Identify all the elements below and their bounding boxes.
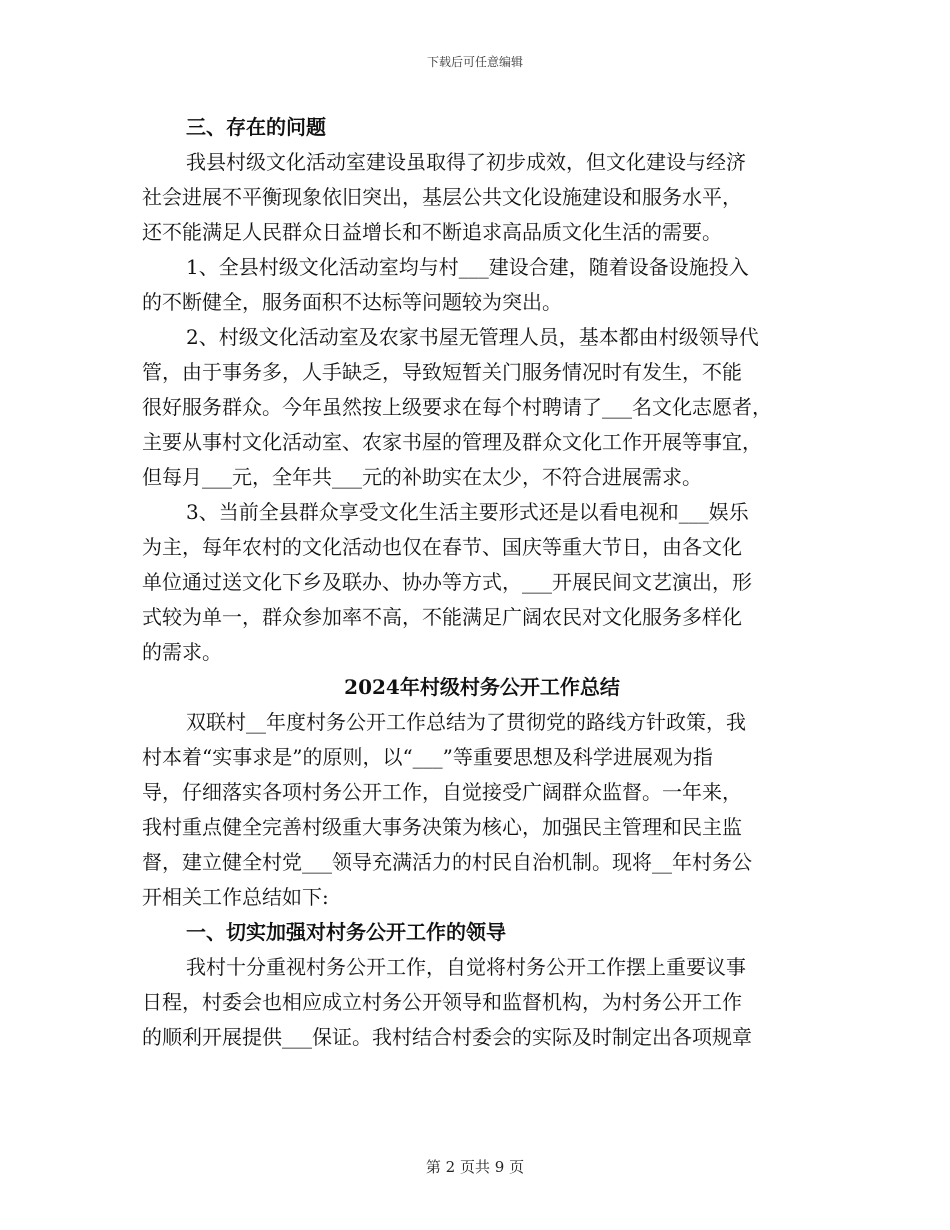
text-line: 的顺利开展提供___保证。我村结合村委会的实际及时制定出各项规章	[142, 1025, 752, 1049]
text-line: 双联村__年度村务公开工作总结为了贯彻党的路线方针政策，我	[186, 710, 746, 734]
text-line: 单位通过送文化下乡及联办、协办等方式，___开展民间文艺演出，形	[142, 570, 752, 594]
text-line: 社会进展不平衡现象依旧突出，基层公共文化设施建设和服务水平，	[142, 185, 742, 209]
section-title: 2024年村级村务公开工作总结	[344, 675, 620, 699]
text-line: 我村十分重视村务公开工作，自觉将村务公开工作摆上重要议事	[186, 955, 746, 979]
text-line: 很好服务群众。今年虽然按上级要求在每个村聘请了___名文化志愿者，	[142, 395, 772, 419]
text-line: 还不能满足人民群众日益增长和不断追求高品质文化生活的需要。	[142, 220, 722, 244]
text-line: 三、存在的问题	[186, 115, 326, 139]
page-footer: 第 2 页共 9 页	[425, 1158, 525, 1176]
text-line: 我村重点健全完善村级重大事务决策为核心，加强民主管理和民主监	[142, 815, 742, 839]
text-line: 但每月___元，全年共___元的补助实在太少，不符合进展需求。	[142, 465, 702, 489]
text-line: 日程，村委会也相应成立村务公开领导和监督机构，为村务公开工作	[142, 990, 742, 1014]
text-line: 村本着“实事求是”的原则，以“___”等重要思想及科学进展观为指	[142, 745, 713, 769]
text-line: 开相关工作总结如下:	[142, 885, 329, 909]
text-line: 管，由于事务多，人手缺乏，导致短暂关门服务情况时有发生，不能	[142, 360, 742, 384]
text-line: 式较为单一，群众参加率不高，不能满足广阔农民对文化服务多样化	[142, 605, 742, 629]
text-line: 我县村级文化活动室建设虽取得了初步成效，但文化建设与经济	[186, 150, 746, 174]
text-line: 的不断健全，服务面积不达标等问题较为突出。	[142, 290, 562, 314]
text-line: 为主，每年农村的文化活动也仅在春节、国庆等重大节日，由各文化	[142, 535, 742, 559]
page-header: 下载后可任意编辑	[426, 55, 523, 69]
text-line: 的需求。	[142, 640, 222, 664]
text-line: 导，仔细落实各项村务公开工作，自觉接受广阔群众监督。一年来，	[142, 780, 742, 804]
text-line: 主要从事村文化活动室、农家书屋的管理及群众文化工作开展等事宜，	[142, 430, 762, 454]
text-line: 督，建立健全村党___领导充满活力的村民自治机制。现将__年村务公	[142, 850, 752, 874]
subsection-heading: 一、切实加强对村务公开工作的领导	[186, 920, 506, 944]
text-line: 2、村级文化活动室及农家书屋无管理人员，基本都由村级领导代	[186, 325, 759, 349]
text-line: 1、全县村级文化活动室均与村___建设合建，随着设备设施投入	[186, 255, 749, 279]
text-line: 3、当前全县群众享受文化生活主要形式还是以看电视和___娱乐	[186, 500, 749, 524]
document-body	[142, 110, 822, 1055]
